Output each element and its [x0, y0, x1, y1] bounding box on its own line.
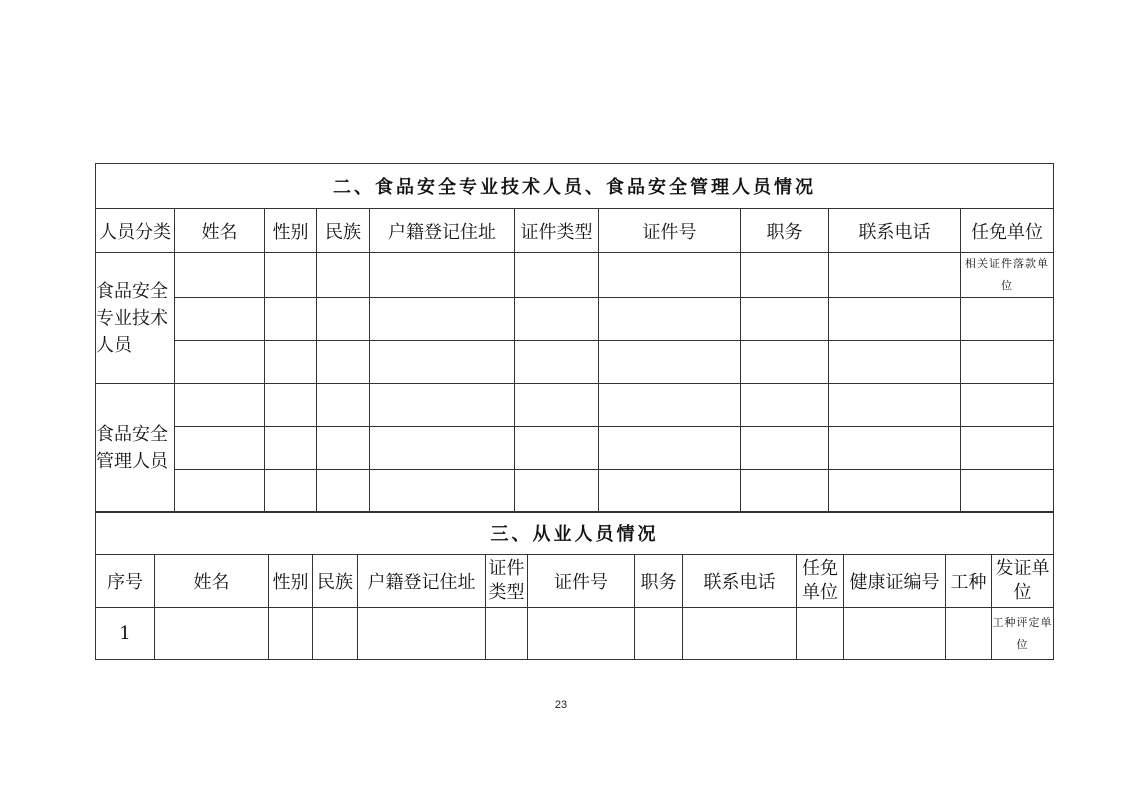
table-cell[interactable] [269, 608, 313, 660]
table-cell[interactable] [515, 384, 599, 427]
table-cell[interactable] [829, 427, 961, 470]
note-job-type-unit: 工种评定单位 [992, 608, 1054, 660]
table-row [96, 470, 1054, 513]
header-address: 户籍登记住址 [358, 555, 486, 608]
table-cell[interactable] [741, 341, 829, 384]
row-number: 1 [96, 608, 155, 660]
table-row [96, 298, 1054, 341]
table-cell[interactable] [370, 384, 515, 427]
table-cell[interactable] [515, 427, 599, 470]
table-cell[interactable] [313, 608, 358, 660]
table-cell[interactable] [961, 384, 1054, 427]
section3-title: 三、从业人员情况 [96, 512, 1054, 555]
table-cell[interactable] [741, 427, 829, 470]
table-cell[interactable] [175, 470, 265, 513]
table-cell[interactable] [599, 253, 741, 298]
table-cell[interactable] [515, 253, 599, 298]
header-gender: 性别 [269, 555, 313, 608]
table-row [96, 253, 1054, 298]
table-cell[interactable] [844, 608, 946, 660]
category-management-staff: 食品安全管理人员 [96, 384, 175, 513]
table-cell[interactable] [515, 470, 599, 513]
table-cell[interactable] [515, 341, 599, 384]
header-address: 户籍登记住址 [370, 209, 515, 253]
table-cell[interactable] [599, 470, 741, 513]
header-id-number: 证件号 [599, 209, 741, 253]
table-cell[interactable] [317, 427, 370, 470]
table-row [96, 608, 1054, 660]
table-cell[interactable] [829, 298, 961, 341]
table-cell[interactable] [635, 608, 683, 660]
page-number: 23 [554, 699, 568, 711]
header-phone: 联系电话 [829, 209, 961, 253]
table-cell[interactable] [486, 608, 528, 660]
category-technical-staff: 食品安全专业技术人员 [96, 253, 175, 384]
table-cell[interactable] [317, 253, 370, 298]
table-cell[interactable] [175, 253, 265, 298]
table-cell[interactable] [515, 298, 599, 341]
table-cell[interactable] [829, 341, 961, 384]
table-cell[interactable] [370, 341, 515, 384]
header-id-type: 证件类型 [515, 209, 599, 253]
table-cell[interactable] [175, 341, 265, 384]
table-cell[interactable] [797, 608, 844, 660]
table-cell[interactable] [265, 470, 317, 513]
table-cell[interactable] [358, 608, 486, 660]
table-cell[interactable] [317, 298, 370, 341]
header-issuing-unit: 发证单位 [992, 555, 1054, 608]
table-cell[interactable] [528, 608, 635, 660]
table-cell[interactable] [599, 384, 741, 427]
table-cell[interactable] [265, 384, 317, 427]
header-serial: 序号 [96, 555, 155, 608]
table-cell[interactable] [175, 384, 265, 427]
header-ethnicity: 民族 [313, 555, 358, 608]
table-cell[interactable] [175, 298, 265, 341]
table-cell[interactable] [175, 427, 265, 470]
table-cell[interactable] [317, 384, 370, 427]
note-certificate-unit: 相关证件落款单位 [961, 253, 1054, 298]
header-id-number: 证件号 [528, 555, 635, 608]
table-cell[interactable] [961, 470, 1054, 513]
header-appointing-unit: 任免单位 [797, 555, 844, 608]
table-cell[interactable] [683, 608, 797, 660]
table-cell[interactable] [317, 341, 370, 384]
table-cell[interactable] [961, 427, 1054, 470]
header-job-type: 工种 [946, 555, 992, 608]
header-health-cert: 健康证编号 [844, 555, 946, 608]
table-row [96, 427, 1054, 470]
staff-section-table [95, 163, 1054, 513]
table-cell[interactable] [599, 298, 741, 341]
table-cell[interactable] [599, 341, 741, 384]
table-cell[interactable] [370, 427, 515, 470]
table-cell[interactable] [961, 298, 1054, 341]
workers-section-table [95, 511, 1054, 660]
table-cell[interactable] [599, 427, 741, 470]
header-id-type: 证件类型 [486, 555, 528, 608]
header-category: 人员分类 [96, 209, 175, 253]
table-cell[interactable] [265, 427, 317, 470]
table-cell[interactable] [265, 298, 317, 341]
table-cell[interactable] [829, 384, 961, 427]
header-gender: 性别 [265, 209, 317, 253]
header-position: 职务 [635, 555, 683, 608]
table-cell[interactable] [741, 470, 829, 513]
table-cell[interactable] [741, 384, 829, 427]
table-cell[interactable] [155, 608, 269, 660]
table-cell[interactable] [829, 470, 961, 513]
table-cell[interactable] [317, 470, 370, 513]
table-cell[interactable] [946, 608, 992, 660]
header-phone: 联系电话 [683, 555, 797, 608]
table-cell[interactable] [961, 341, 1054, 384]
table-row [96, 384, 1054, 427]
table-row [96, 341, 1054, 384]
table-cell[interactable] [741, 253, 829, 298]
table-cell[interactable] [829, 253, 961, 298]
table-cell[interactable] [265, 253, 317, 298]
table-cell[interactable] [265, 341, 317, 384]
header-position: 职务 [741, 209, 829, 253]
table-cell[interactable] [370, 298, 515, 341]
table-cell[interactable] [370, 470, 515, 513]
section2-title: 二、食品安全专业技术人员、食品安全管理人员情况 [96, 164, 1054, 209]
table-cell[interactable] [741, 298, 829, 341]
header-name: 姓名 [155, 555, 269, 608]
header-ethnicity: 民族 [317, 209, 370, 253]
header-appointing-unit: 任免单位 [961, 209, 1054, 253]
table-cell[interactable] [370, 253, 515, 298]
header-name: 姓名 [175, 209, 265, 253]
